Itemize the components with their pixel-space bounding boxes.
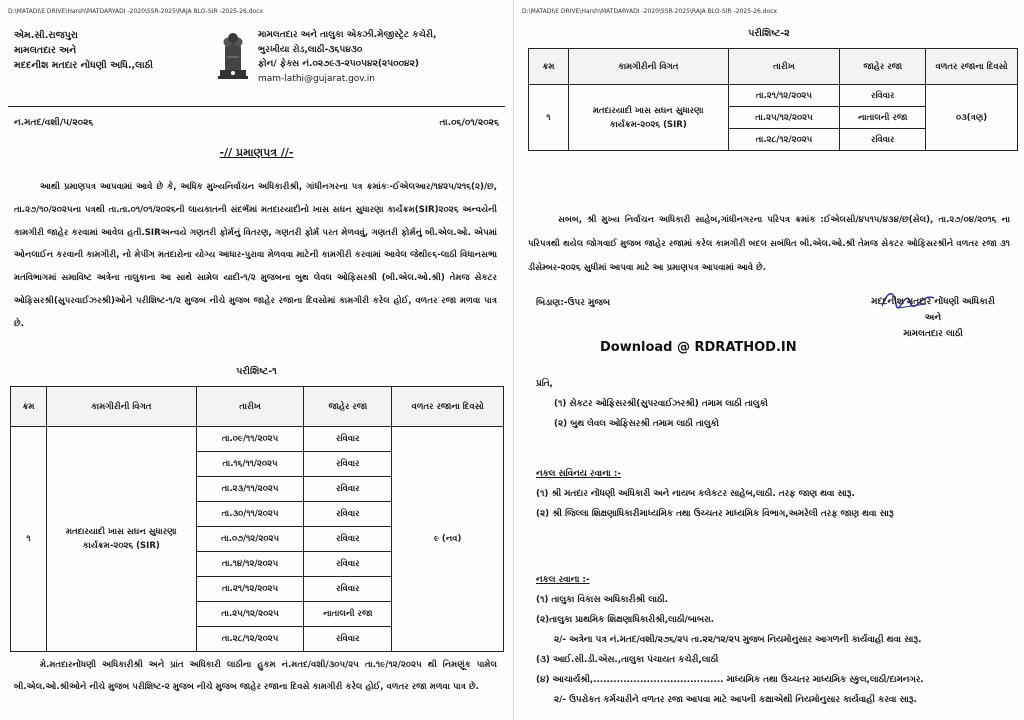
reference-date: તા.૦૬/૦૧/૨૦૨૬: [439, 118, 499, 128]
holiday-cell: રવિવાર: [304, 627, 392, 652]
download-watermark: Download @ RDRATHOD.IN: [600, 340, 797, 355]
serial-cell: ૧: [529, 85, 569, 151]
annexure-2-title: પરીશિષ્ટ-૨: [748, 28, 790, 39]
annexure-1-table: [10, 386, 504, 652]
copy-respect-heading: નકલ સવિનય રવાના :-: [536, 469, 622, 479]
col-header-date: તારીખ: [196, 387, 304, 427]
circular-paragraph: સબબ, શ્રી મુખ્ય નિર્વાચન અધિકારી સાહેબ,ગાંધીનગરના પરિપત્ર ક્રમાંક :ઈએલસી/૪૫૧૫/૪૩૪/છ(સેલ), તા.૨૭/૦૪/૨૦૧૬ ના પરિપત્રથી થયેલ જોગવાઈ મુજબ જાહેર રજામાં કરેલ કામગીરી બદલ સબંધિત બી.એલ.ઓ.શ્રી તેમજ સેકટર ઓફિસરશ્રીને વળતર રજા ૩૧ ડીસેમ્બર-૨૦૨૬ સુધીમાં આપવા માટે આ પ્રમાણપત્ર આપવામાં આવે છે.: [528, 215, 1010, 273]
certificate-title: -// પ્રમાણપત્ર //-: [219, 146, 294, 159]
office-road: ભુરખીયા રોડ,લાઠી-૩૬૫૪૩૦: [258, 44, 363, 55]
annexure-2-table: [528, 48, 1018, 151]
comp-days-cell: ૯ (નવ): [392, 427, 504, 652]
comp-days-cell: ૦૩(ત્રણ): [926, 85, 1018, 151]
table-row: [11, 427, 504, 452]
copy-item: (૧) તાલુકા વિકાસ અધિકારીશ્રી લાઠી.: [536, 595, 669, 605]
copy-item-note: ૨/- ઉપરોકત કર્મચારીને વળતર રજા આપવા માટે આપની કક્ષાએથી નિયમોનુસાર કાર્યવાહી કરવા સારૂ.: [554, 695, 917, 705]
copy-item: (૨)તાલુકા પ્રાથમિક શિક્ષણાધિકારીશ્રી,લાઠી/બાબરા.: [536, 615, 715, 625]
file-path: D:\MATADI\E DRIVE\Harsh\MATDARYADI -2020\SSR-2025\RAJA BLO-SIR -2025-26.docx: [8, 8, 264, 15]
date-cell: તા.૧૬/૧૧/૨૦૨૫: [196, 452, 304, 477]
recipients-heading: પ્રતિ,: [536, 379, 553, 389]
date-cell: તા.૦૯/૧૧/૨૦૨૫: [196, 427, 304, 452]
copy-respect-item: (૨) શ્રી જિલ્લા શિક્ષણાધિકારીમાધ્યમિક તથા ઉચ્ચતર માધ્યમિક વિભાગ,અમરેલી તરફ જાણ થવા સારૂ: [536, 509, 894, 519]
holiday-cell: રવિવાર: [304, 452, 392, 477]
date-cell: તા.૨૩/૧૧/૨૦૨૫: [196, 477, 304, 502]
date-cell: તા.૩૦/૧૧/૨૦૨૫: [196, 502, 304, 527]
copy-respect-block: [536, 464, 1010, 524]
officer-designation: મામલતદાર અને: [14, 45, 77, 56]
certificate-paragraph: આથી પ્રમાણપત્ર આપવામાં આવે છે કે, અધિક મુખ્યનિર્વાચન અધિકારીશ્રી, ગાંધીનગરના પત્ર ક્રમાંકઃ-ઈએલઆર/૧૪૨૫/૨૧૬(૨)/છ, તા.૨૭/૧૦/૨૦૨૫ના પત્રથી તા.તા.૦૧/૦૧/૨૦૨૬ની લાયકાતની સંદર્ભમાં મતદારયાદીનો ખાસ સઘન સુધારણા કાર્યક્રમ(SIR)૨૦૨૬ અન્વયેની કામગીરી જાહેર કરવામાં આવેલ હતી.SIRઅન્વયે ગણતરી ફોર્મનું વિતરણ, ગણતરી ફોર્મ પરત મેળવવું, ગણતરી ફોર્મનું બી.એલ.ઓ. એપમાં ઓનલાઈન કરવાની કામગીરી, નો મેપીંગ મતદારોના યોગ્ય આધાર-પુરાવા મેળવવા માટેની કામગીરી કરવામાં આવેલ જેથી૯૬-લાઠી વિધાનસભા મતવિભાગમાં સમાવિષ્ટ અત્રેના તાલુકાના આ સાથે સામેલ યાદી-૧/૨ મુજબના બુથ લેવલ ઓફિસરશ્રી (બી.એલ.ઓ.શ્રી) તેમજ સેકટર ઓફિસરશ્રી(સુપરવાઈઝરશ્રી)ઓને પરીશિષ્ટ-૧/૨ મુજબ નીચે મુજબ જાહેર રજાના દિવસોમાં કામગીરી કરેલ હોઈ, વળતર રજા મળવા પાત્ર છે.: [14, 182, 497, 329]
col-header-serial: ક્રમ: [529, 49, 569, 85]
holiday-cell: રવિવાર: [304, 552, 392, 577]
order-paragraph: મે.મતદારનોંધણી અધિકારીશ્રી અને પ્રાંત અધિકારી લાઠીના હુકમ નં.મતદ/વશી/૩૦૫/૨૫ તા.૧૯/૧૨/૨૦૨૫ થી નિમણૂંક પામેલ બી.એલ.ઓ.શ્રીઓને નીચે મુજબ પરીશિષ્ટ-૨ મુજબ નીચે મુજબ જાહેર રજાના દિવસે કામગીરી કરેલ હોઈ, વળતર રજા મળવા પાત્ર છે.: [14, 660, 497, 692]
signatory-office: મામલતદાર લાઠી: [903, 329, 963, 339]
table-header-row: [529, 49, 1018, 85]
holiday-cell: રવિવાર: [304, 427, 392, 452]
office-phone: ફોન/ ફેક્સ નં.૦૨૭૯૩-૨૫૦૫૪૨(૨૫૦૦૪૨): [258, 59, 419, 69]
annexure-1-title: પરીશિષ્ટ-૧: [236, 366, 277, 377]
holiday-cell: રવિવાર: [840, 85, 926, 107]
table-header-row: [11, 387, 504, 427]
date-cell: તા.૦૭/૧૨/૨૦૨૫: [196, 527, 304, 552]
holiday-cell: રવિવાર: [304, 477, 392, 502]
date-cell: તા.૨૧/૧૨/૨૦૨૫: [728, 85, 840, 107]
holiday-cell: રવિવાર: [304, 527, 392, 552]
letterhead-officer: [14, 28, 153, 73]
holiday-cell: રવિવાર: [840, 129, 926, 151]
letterhead-office-address: [258, 28, 436, 86]
office-name: મામલતદાર અને તાલુકા એકઝી.મેજીસ્ટ્રેટ કચેરી,: [258, 30, 437, 40]
task-cell: મતદારયાદી ખાસ સઘન સુધારણા કાર્યક્રમ-૨૦૨૬ (SIR): [568, 85, 728, 151]
date-cell: તા.૨૮/૧૨/૨૦૨૫: [728, 129, 840, 151]
copy-respect-item: (૧) શ્રી મતદાર નોંધણી અધિકારી અને નાયબ કલેકટર સાહેબ,લાઠી. તરફ જાણ થવા સારૂ.: [536, 489, 855, 499]
copy-item: (૪) આચાર્યશ્રી,....................................... માધ્યમિક તથા ઉચ્ચતર માધ્યમિક સ્કુલ,લાઠી/દામનગર.: [536, 675, 924, 685]
copy-item: (૩) આઈ.સી.ડી.એસ.,તાલુકા પંચાયત કચેરી,લાઠી: [536, 655, 719, 665]
signatory-and: અને: [924, 313, 942, 323]
col-header-task: કામગીરીની વિગત: [46, 387, 196, 427]
reference-line: [14, 118, 499, 128]
col-header-holiday: જાહેર રજા: [304, 387, 392, 427]
holiday-cell: નાતાલની રજા: [304, 602, 392, 627]
copy-item-note: ૨/- અત્રેના પત્ર નં.મતદ/વશી/૨૭૬/૨૫ તા.૨૨/૧૨/૨૫ મુજબ નિયમોનુસાર આગળની કાર્યવાહી થવા સારૂ.: [554, 635, 922, 645]
officer-name: એમ.સી.રાજપુરા: [14, 30, 78, 41]
copy-block: [536, 570, 1010, 710]
col-header-date: તારીખ: [728, 49, 840, 85]
signatory-block: [848, 294, 1018, 342]
enclosure-note: બિડાણ:-ઉપર મુજબ: [536, 298, 611, 308]
col-header-comp-days: વળતર રજાના દિવસો: [392, 387, 504, 427]
national-emblem-icon: [216, 26, 250, 82]
date-cell: તા.૨૮/૧૨/૨૦૨૫: [196, 627, 304, 652]
date-cell: તા.૧૪/૧૨/૨૦૨૫: [196, 552, 304, 577]
holiday-cell: રવિવાર: [304, 502, 392, 527]
serial-cell: ૧: [11, 427, 47, 652]
letterhead-divider: [8, 106, 505, 107]
col-header-task: કામગીરીની વિગત: [568, 49, 728, 85]
holiday-cell: રવિવાર: [304, 577, 392, 602]
signatory-designation: મદદનીશ મતદાર નોંધણી અધિકારી: [871, 297, 995, 307]
task-cell: મતદારયાદી ખાસ સઘન સુધારણા કાર્યક્રમ-૨૦૨૬ (SIR): [46, 427, 196, 652]
recipient-item: (૧) સેકટર ઓફિસરશ્રી(સુપરવાઈઝરશ્રી) તમામ લાઠી તાલુકો: [554, 399, 768, 409]
certificate-page-right: [514, 0, 1024, 720]
file-path: D:\MATADI\E DRIVE\Harsh\MATDARYADI -2020\SSR-2025\RAJA BLO-SIR -2025-26.docx: [522, 8, 778, 15]
col-header-holiday: જાહેર રજા: [840, 49, 926, 85]
holiday-cell: નાતાલની રજા: [840, 107, 926, 129]
recipients-block: [536, 374, 1010, 434]
recipient-item: (૨) બુથ લેવલ ઓફિસરશ્રી તમામ લાઠી તાલુકો: [554, 419, 719, 429]
col-header-serial: ક્રમ: [11, 387, 47, 427]
col-header-comp-days: વળતર રજાના દિવસો: [926, 49, 1018, 85]
copy-heading: નકલ રવાના :-: [536, 575, 590, 585]
officer-office: મદદનીશ મતદાર નોંધણી અધિ.,લાઠી: [14, 60, 153, 71]
reference-number: ન.મતદ/વશી/૫/૨૦૨૬: [14, 118, 94, 128]
table-row: [529, 85, 1018, 107]
date-cell: તા.૨૧/૧૨/૨૦૨૫: [196, 577, 304, 602]
office-email: mam-lathi@gujarat.gov.in: [258, 73, 375, 84]
date-cell: તા.૨૫/૧૨/૨૦૨૫: [728, 107, 840, 129]
date-cell: તા.૨૫/૧૨/૨૦૨૫: [196, 602, 304, 627]
